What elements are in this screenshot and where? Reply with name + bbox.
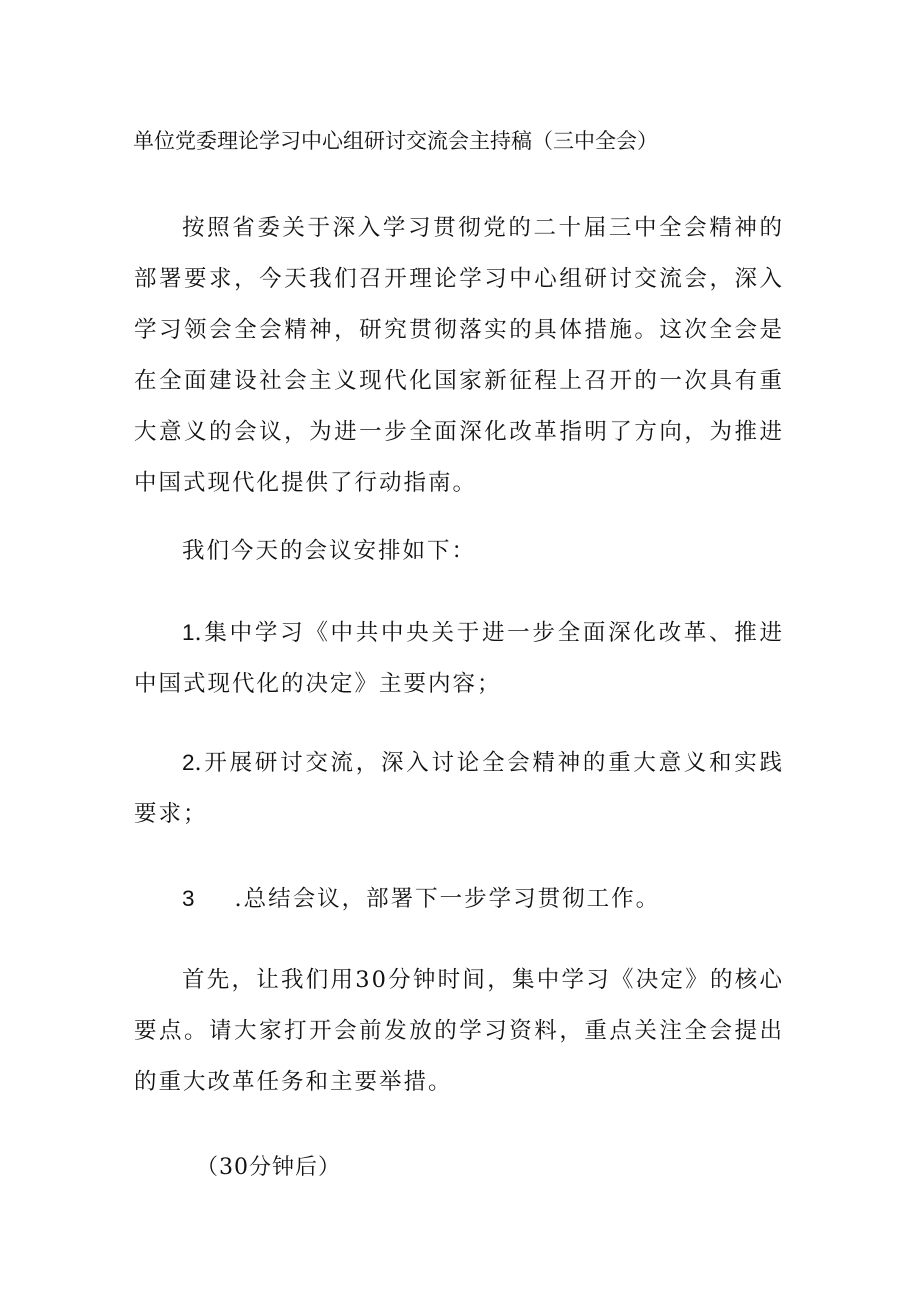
- document-title: 单位党委理论学习中心组研讨交流会主持稿（三中全会）: [133, 129, 658, 153]
- agenda-item-2: [134, 737, 784, 840]
- agenda-item-1-text: .集中学习《中共中央关于进一步全面深化改革、推进中国式现代化的决定》主要内容；: [134, 620, 784, 697]
- timing-note: （30分钟后）: [196, 1155, 341, 1180]
- agenda-item-3: [134, 873, 784, 925]
- agenda-item-2-text: .开展研讨交流，深入讨论全会精神的重大意义和实践要求；: [134, 750, 784, 827]
- agenda-item-1-number: 1: [182, 620, 195, 645]
- agenda-intro-paragraph: 我们今天的会议安排如下：: [182, 538, 477, 564]
- intro-paragraph: 按照省委关于深入学习贯彻党的二十届三中全会精神的部署要求，今天我们召开理论学习中心组研讨交流会，深入学习领会全会精神，研究贯彻落实的具体措施。这次全会是在全面建设社会主义现代化国家新征程上召开的一次具有重大意义的会议，为进一步全面深化改革指明了方向，为推进中国式现代化提供了行动指南。: [134, 215, 784, 496]
- study-paragraph: 首先，让我们用30分钟时间，集中学习《决定》的核心要点。请大家打开会前发放的学习资料，重点关注全会提出的重大改革任务和主要举措。: [134, 967, 784, 1095]
- agenda-item-1: [134, 607, 784, 710]
- agenda-item-3-text: .总结会议，部署下一步学习贯彻工作。: [234, 886, 661, 912]
- agenda-item-3-number: 3: [182, 886, 195, 911]
- agenda-item-2-number: 2: [182, 750, 195, 775]
